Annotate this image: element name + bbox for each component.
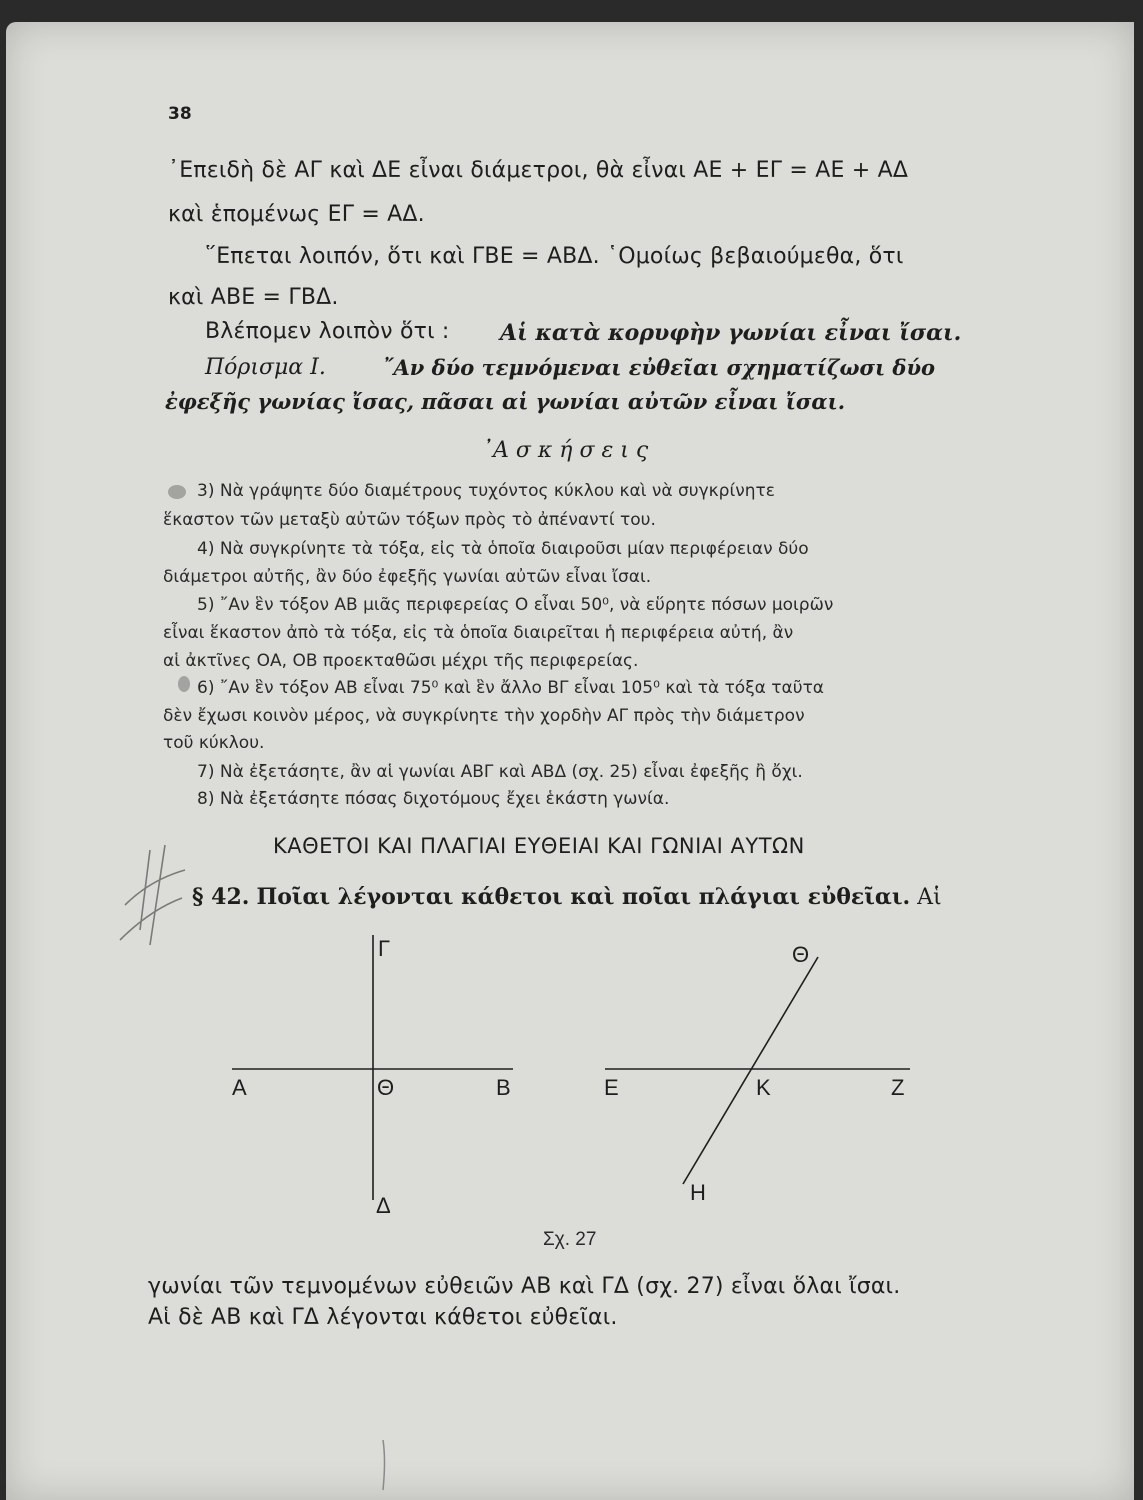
corollary-line2: ἐφεξῆς γωνίας ἴσας, πᾶσαι αἱ γωνίαι αὐτῶν εἶναι ἴσαι. bbox=[165, 389, 846, 414]
corollary-label: Πόρισμα Ι. bbox=[205, 355, 326, 380]
section-trail: Αἱ bbox=[917, 885, 942, 910]
exercise-6-line2: δὲν ἔχωσι κοινὸν μέρος, νὰ συγκρίνητε τὴν χορδὴν ΑΓ πρὸς τὴν διάμετρον bbox=[163, 706, 805, 726]
pencil-mark bbox=[383, 1440, 385, 1490]
label-theta-left: Θ bbox=[377, 1075, 395, 1100]
label-kappa: Κ bbox=[756, 1075, 771, 1100]
exercise-5-line3: αἱ ἀκτῖνες ΟΑ, ΟΒ προεκταθῶσι μέχρι τῆς περιφερείας. bbox=[163, 651, 639, 671]
label-gamma: Γ bbox=[378, 936, 391, 961]
exercise-4-line1: 4) Νὰ συγκρίνητε τὰ τόξα, εἰς τὰ ὁποῖα διαιροῦσι μίαν περιφέρειαν δύο bbox=[197, 539, 809, 559]
chapter-heading: ΚΑΘΕΤΟΙ ΚΑΙ ΠΛΑΓΙΑΙ ΕΥΘΕΙΑΙ ΚΑΙ ΓΩΝΙΑΙ ΑΥΤΩΝ bbox=[273, 834, 805, 858]
section-title: Ποῖαι λέγονται κάθετοι καὶ ποῖαι πλάγιαι εὐθεῖαι. bbox=[256, 884, 911, 910]
paragraph1-line2: καὶ ἑπομένως ΕΓ = ΑΔ. bbox=[168, 202, 425, 227]
theorem-lead: Βλέπομεν λοιπὸν ὅτι : bbox=[205, 319, 450, 344]
label-epsilon: Ε bbox=[604, 1075, 619, 1100]
exercise-5-line1: 5) ῎Αν ἓν τόξον ΑΒ μιᾶς περιφερείας Ο εἶναι 50⁰, νὰ εὕρητε πόσων μοιρῶν bbox=[197, 595, 834, 615]
label-zeta: Ζ bbox=[891, 1075, 905, 1100]
label-beta: Β bbox=[496, 1075, 511, 1100]
corollary-line1: ῎Αν δύο τεμνόμεναι εὐθεῖαι σχηματίζωσι δύο bbox=[383, 355, 936, 380]
exercise-8-line1: 8) Νὰ ἐξετάσητε πόσας διχοτόμους ἔχει ἑκάστη γωνία. bbox=[197, 789, 670, 809]
paragraph1-line1: ᾿Επειδὴ δὲ ΑΓ καὶ ΔΕ εἶναι διάμετροι, θὰ εἶναι ΑΕ + ΕΓ = ΑΕ + ΑΔ bbox=[168, 158, 909, 183]
page-number: 38 bbox=[168, 104, 192, 124]
exercise-6-line3: τοῦ κύκλου. bbox=[163, 733, 265, 753]
section-number: § 42. bbox=[192, 884, 250, 910]
label-theta-right: Θ bbox=[792, 942, 810, 967]
exercise-3-line2: ἕκαστον τῶν μεταξὺ αὐτῶν τόξων πρὸς τὸ ἀπέναντί του. bbox=[163, 510, 656, 530]
exercise-3-line1: 3) Νὰ γράψητε δύο διαμέτρους τυχόντος κύκλου καὶ νὰ συγκρίνητε bbox=[197, 481, 775, 501]
closing-line2: Αἱ δὲ ΑΒ καὶ ΓΔ λέγονται κάθετοι εὐθεῖαι. bbox=[148, 1305, 618, 1330]
exercise-4-line2: διάμετροι αὐτῆς, ἂν δύο ἐφεξῆς γωνίαι αὐτῶν εἶναι ἴσαι. bbox=[163, 567, 652, 587]
exercise-7-line1: 7) Νὰ ἐξετάσητε, ἂν αἱ γωνίαι ΑΒΓ καὶ ΑΒΔ (σχ. 25) εἶναι ἐφεξῆς ἢ ὄχι. bbox=[197, 762, 803, 782]
label-delta: Δ bbox=[376, 1193, 391, 1218]
paragraph2-line2: καὶ ΑΒΕ = ΓΒΔ. bbox=[168, 285, 339, 310]
line-theta-eta bbox=[683, 957, 818, 1184]
label-alpha: Α bbox=[232, 1075, 247, 1100]
exercise-6-line1: 6) ῎Αν ἓν τόξον ΑΒ εἶναι 75⁰ καὶ ἓν ἄλλο ΒΓ εἶναι 105⁰ καὶ τὰ τόξα ταῦτα bbox=[197, 678, 825, 698]
label-eta: Η bbox=[690, 1180, 706, 1205]
pencil-annotation bbox=[120, 845, 185, 945]
exercises-title: ᾿Α σ κ ή σ ε ι ς bbox=[482, 438, 649, 463]
exercise-5-line2: εἶναι ἕκαστον ἀπὸ τὰ τόξα, εἰς τὰ ὁποῖα διαιρεῖται ἡ περιφέρεια αὐτή, ἂν bbox=[163, 623, 794, 643]
figure-caption: Σχ. 27 bbox=[543, 1229, 597, 1250]
closing-line1: γωνίαι τῶν τεμνομένων εὐθειῶν ΑΒ καὶ ΓΔ (σχ. 27) εἶναι ὅλαι ἴσαι. bbox=[148, 1274, 901, 1299]
theorem-statement: Αἱ κατὰ κορυφὴν γωνίαι εἶναι ἴσαι. bbox=[500, 320, 962, 346]
paragraph2-line1: ῞Επεται λοιπόν, ὅτι καὶ ΓΒΕ = ΑΒΔ. ῾Ομοίως βεβαιούμεθα, ὅτι bbox=[205, 244, 904, 269]
